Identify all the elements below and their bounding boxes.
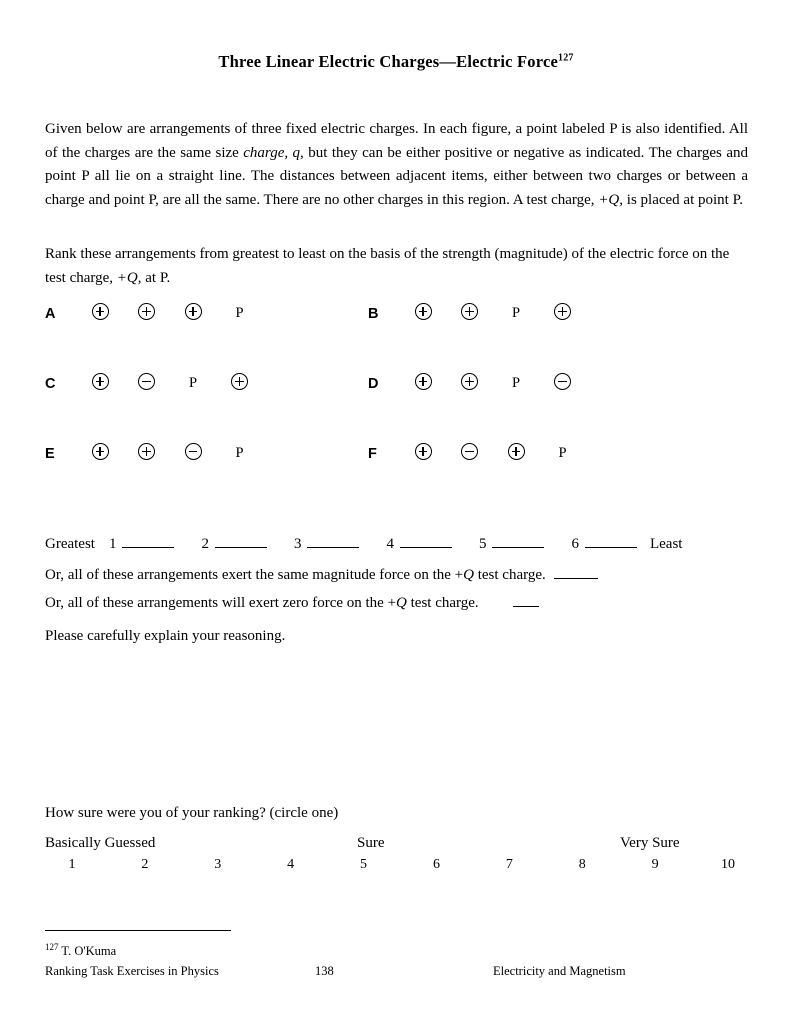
ranking-answer-line — [45, 534, 682, 553]
plus-sign-icon — [554, 303, 571, 320]
point-p-text: P — [511, 375, 521, 391]
least-label: Least — [649, 536, 683, 552]
ranking-slot-number: 5 — [478, 536, 487, 552]
zero-force-text: Or, all of these arrangements will exert zero force on the +Q test charge. — [45, 595, 479, 611]
confidence-scale-number[interactable]: 9 — [651, 857, 659, 872]
ranking-slot-blank[interactable] — [400, 534, 452, 548]
confidence-anchor-low: Basically Guessed — [45, 835, 156, 851]
positive-charge-icon — [505, 440, 527, 466]
point-p-text: P — [558, 445, 567, 461]
ranking-slot-blank[interactable] — [492, 534, 544, 548]
confidence-scale-number[interactable]: 2 — [141, 857, 149, 872]
positive-charge-icon — [412, 300, 434, 326]
positive-charge-icon — [136, 300, 158, 326]
point-p-text: P — [188, 375, 198, 391]
confidence-scale — [0, 857, 792, 877]
plus-sign-icon — [231, 373, 248, 390]
point-p-text: P — [235, 305, 244, 321]
plus-sign-icon — [138, 303, 155, 320]
arrangement-label: E — [45, 446, 55, 462]
plus-sign-icon — [508, 443, 525, 460]
plus-sign-icon — [461, 303, 478, 320]
page-title-text: Three Linear Electric Charges—Electric Force — [218, 52, 558, 71]
positive-charge-icon — [89, 300, 111, 326]
plus-sign-icon — [92, 443, 109, 460]
footnote-marker: 127 — [45, 941, 59, 952]
ranking-slot — [470, 534, 545, 553]
ranking-slot-number: 3 — [293, 536, 302, 552]
positive-charge-icon — [229, 370, 251, 396]
plus-sign-icon — [138, 443, 155, 460]
negative-charge-icon — [552, 370, 574, 396]
plus-sign-icon — [461, 373, 478, 390]
greatest-label: Greatest — [45, 536, 95, 552]
confidence-anchor-high: Very Sure — [620, 835, 680, 851]
footnote — [45, 941, 117, 959]
footer-section: Electricity and Magnetism — [493, 964, 626, 978]
same-magnitude-blank[interactable] — [554, 565, 598, 579]
intro-paragraph: Given below are arrangements of three fixed electric charges. In each figure, a point labeled P is also identified. All of the charges are the same size charge, q, but they can be either positive or negative as indicated. The charges and point P all lie on a straight line. The distances between adjacent items, either between two charges or between a charge and point P, are all the same. There are no other charges in this region. A test charge, +Q, is placed at point P. — [45, 121, 748, 208]
positive-charge-icon — [182, 300, 204, 326]
page-title — [0, 52, 792, 72]
positive-charge-icon — [459, 370, 481, 396]
footnote-separator-rule — [45, 930, 231, 931]
confidence-anchors — [0, 835, 792, 855]
ranking-slot — [192, 534, 267, 553]
minus-sign-icon — [138, 373, 155, 390]
point-p-label — [182, 370, 204, 396]
confidence-scale-number[interactable]: 10 — [721, 857, 735, 872]
arrangement-row — [0, 300, 792, 370]
minus-sign-icon — [185, 443, 202, 460]
ranking-slot — [100, 534, 175, 553]
plus-sign-icon — [92, 303, 109, 320]
positive-charge-icon — [89, 440, 111, 466]
point-p-label — [229, 300, 251, 326]
arrangement-row — [0, 440, 792, 510]
plus-sign-icon — [92, 373, 109, 390]
positive-charge-icon — [136, 440, 158, 466]
point-p-label — [552, 440, 574, 466]
arrangement-label: C — [45, 376, 56, 392]
confidence-scale-number[interactable]: 1 — [68, 857, 76, 872]
zero-force-blank[interactable] — [513, 593, 539, 607]
confidence-scale-number[interactable]: 5 — [360, 857, 368, 872]
ranking-instruction-paragraph: Rank these arrangements from greatest to least on the basis of the strength (magnitude) of the electric force on the test charge, +Q, at P. — [45, 246, 730, 286]
negative-charge-icon — [459, 440, 481, 466]
negative-charge-icon — [182, 440, 204, 466]
confidence-scale-number[interactable]: 8 — [578, 857, 586, 872]
point-p-text: P — [511, 305, 521, 321]
confidence-scale-number[interactable]: 4 — [287, 857, 295, 872]
ranking-slot-number: 6 — [571, 536, 579, 552]
title-footnote-marker: 127 — [558, 52, 574, 64]
plus-sign-icon — [185, 303, 202, 320]
arrangement-label: F — [368, 446, 377, 462]
same-magnitude-option — [45, 565, 598, 584]
ranking-slot-number: 1 — [108, 536, 117, 552]
positive-charge-icon — [89, 370, 111, 396]
arrangement-row — [0, 370, 792, 440]
point-p-label — [505, 370, 527, 396]
arrangement-label: B — [368, 306, 379, 322]
point-p-text: P — [235, 445, 244, 461]
footnote-author: T. O'Kuma — [61, 944, 117, 958]
minus-sign-icon — [461, 443, 478, 460]
confidence-scale-number[interactable]: 3 — [214, 857, 222, 872]
ranking-slot-blank[interactable] — [307, 534, 359, 548]
positive-charge-icon — [412, 370, 434, 396]
arrangement-label: D — [368, 376, 379, 392]
confidence-question: How sure were you of your ranking? (circle one) — [45, 805, 339, 821]
page-footer — [0, 964, 792, 982]
footer-book-title: Ranking Task Exercises in Physics — [45, 964, 219, 978]
minus-sign-icon — [554, 373, 571, 390]
point-p-label — [229, 440, 251, 466]
ranking-slot-number: 4 — [386, 536, 394, 552]
ranking-slot-blank[interactable] — [122, 534, 174, 548]
explain-reasoning-prompt: Please carefully explain your reasoning. — [45, 628, 286, 644]
confidence-scale-number[interactable]: 6 — [432, 857, 440, 872]
footer-page-number: 138 — [315, 964, 334, 978]
plus-sign-icon — [415, 303, 432, 320]
ranking-slot-blank[interactable] — [215, 534, 267, 548]
zero-force-option — [45, 593, 539, 612]
ranking-slot — [562, 534, 637, 553]
plus-sign-icon — [415, 373, 432, 390]
positive-charge-icon — [412, 440, 434, 466]
arrangements-section — [0, 300, 792, 510]
positive-charge-icon — [459, 300, 481, 326]
ranking-slot — [377, 534, 452, 553]
plus-sign-icon — [415, 443, 432, 460]
arrangement-label: A — [45, 306, 56, 322]
confidence-scale-number[interactable]: 7 — [505, 857, 513, 872]
positive-charge-icon — [552, 300, 574, 326]
ranking-slots — [95, 536, 650, 552]
ranking-slot — [285, 534, 360, 553]
point-p-label — [505, 300, 527, 326]
same-magnitude-text: Or, all of these arrangements exert the same magnitude force on the +Q test charge. — [45, 567, 546, 583]
confidence-anchor-mid: Sure — [357, 835, 385, 851]
ranking-slot-blank[interactable] — [585, 534, 637, 548]
ranking-slot-number: 2 — [201, 536, 209, 552]
negative-charge-icon — [136, 370, 158, 396]
